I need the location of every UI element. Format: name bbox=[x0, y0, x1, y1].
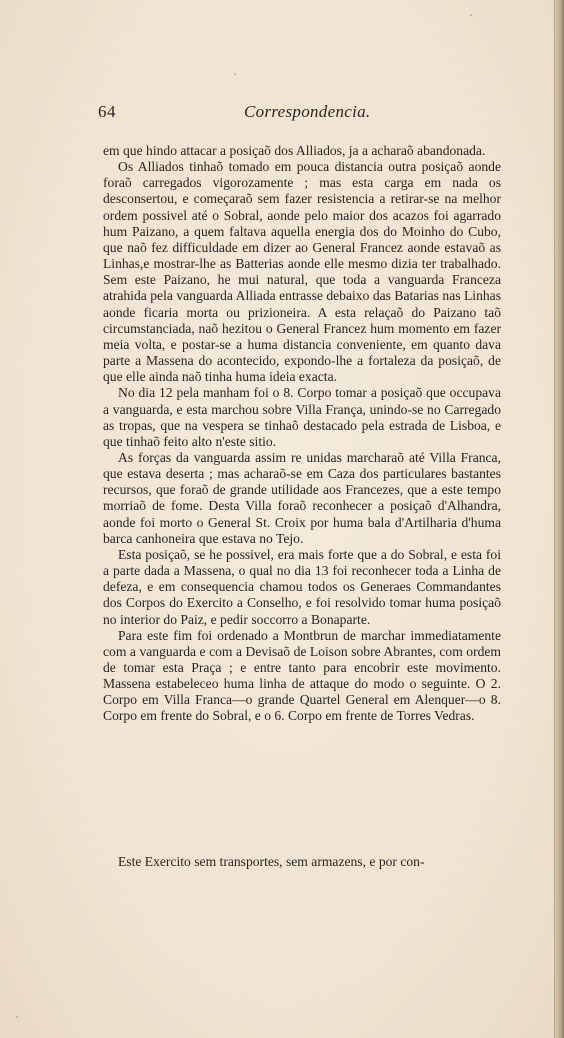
running-head: Correspondencia. bbox=[244, 102, 371, 121]
body-text bbox=[103, 143, 501, 725]
paragraph-5: Esta posiçaõ, se he possivel, era mais forte que a do Sobral, e esta foi a parte dada a Massena, o qual no dia 13 foi reconhecer toda a Linha de defeza, e em consequencia chamou todos os Generaes Commandantes dos Corpos do Exercito a Conselho, e foi resolvido tomar huma posiçaõ no interior do Paiz, e pedir soccorro a Bonaparte. bbox=[103, 546, 501, 627]
page-number: 64 bbox=[98, 102, 116, 121]
paper-speck bbox=[16, 1016, 18, 1018]
paper-speck bbox=[234, 73, 236, 75]
last-line: Este Exercito sem transportes, sem armazens, e por con- bbox=[118, 854, 425, 869]
paper-speck bbox=[470, 14, 472, 16]
paragraph-3: No dia 12 pela manham foi o 8. Corpo tomar a posiçaõ que occupava a vanguarda, e esta marchou sobre Villa França, unindo-se no Carregado as tropas, que na vespera se tinhaõ destacado pela estrada de Lisboa, e que tinhaõ feito alto n'este sitio. bbox=[103, 385, 501, 449]
paragraph-2: Os Alliados tinhaõ tomado em pouca distancia outra posiçaõ aonde foraõ carregados vigorozamente ; mas esta carga em nada os desconsertou, e começaraõ sem fazer resistencia a retirar-se na melhor ordem possivel até o Sobral, aonde pelo maior dos acazos foi agarrado hum Paizano, a quem faltava aquella energia dos do Moinho do Cubo, que naõ fez difficuldade em dizer ao General Francez aonde estavaõ as Linhas,e mostrar-lhe as Batterias aonde elle mesmo dizia ter trabalhado. Sem este Paizano, he mui natural, que toda a vanguarda Franceza atrahida pela vanguarda Alliada entrasse debaixo das Batarias nas Linhas aonde ficaria morta ou prizioneira. A esta relaçaõ do Paizano taõ circumstanciada, naõ hezitou o General Francez hum momento em fazer meia volta, e postar-se a huma distancia conveniente, em quanto dava parte a Massena do acontecido, expondo-lhe a fortaleza da posiçaõ, de que elle ainda naõ tinha huma ideia exacta. bbox=[103, 159, 501, 385]
paragraph-6: Para este fim foi ordenado a Montbrun de marchar immediatamente com a vanguarda e com a Devisaõ de Loison sobre Abrantes, com ordem de tomar esta Praça ; e entre tanto para encobrir este movimento. Massena estabeleceo huma linha de attaque do modo o seguinte. O 2. Corpo em Villa Franca—o grande Quartel General em Alenquer—o 8. Corpo em frente do Sobral, e o 6. Corpo em frente de Torres Vedras. bbox=[103, 627, 501, 724]
paragraph-1: em que hindo attacar a posiçaõ dos Alliados, ja a acharaõ abandonada. bbox=[103, 143, 486, 158]
page-header bbox=[98, 102, 502, 126]
page-edge-shadow bbox=[555, 0, 564, 1038]
paragraph-4: As forças da vanguarda assim re unidas marcharaõ até Villa Franca, que estava deserta ; mas acharaõ-se em Caza dos particulares bastantes recursos, que foraõ de grande utilidade aos Francezes, que a este tempo morriaõ de fome. Desta Villa foraõ reconhecer a posiçaõ d'Alhandra, aonde foi morto o General St. Croix por huma bala d'Artilharia d'huma barca canhoneira que estava no Tejo. bbox=[103, 449, 501, 546]
